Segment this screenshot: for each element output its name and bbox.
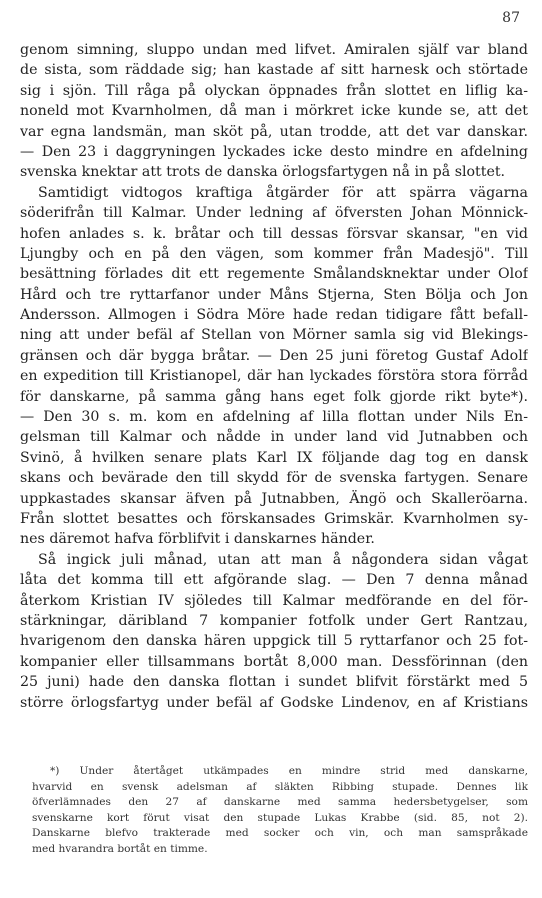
- text-line: Samtidigt vidtogos kraftiga åtgärder för att spärra vägarna: [38, 184, 528, 201]
- text-line: Andersson. Allmogen i Södra Möre hade redan tidigare fått befall-: [20, 307, 528, 324]
- text-line: låta det komma till ett afgörande slag. — Den 7 denna månad: [20, 572, 528, 589]
- text-line: genom simning, sluppo undan med lifvet. Amiralen själf var bland: [20, 42, 528, 58]
- footnote-line: med hvarandra bortåt en timme.: [32, 842, 208, 855]
- footnote-line: *) Under återtåget utkämpades en mindre strid med danskarne,: [50, 765, 528, 777]
- text-line: de sista, som räddade sig; han kastade af sitt harnesk och störtade: [20, 62, 528, 79]
- text-line: ning att under befäl af Stellan von Mörner samla sig vid Blekings-: [20, 327, 528, 344]
- footnote: [32, 764, 528, 858]
- paragraph-1: [20, 40, 528, 183]
- text-line: större örlogsfartyg under befäl af Godske Lindenov, en af Kristians: [20, 694, 528, 711]
- text-line: noneld mot Kvarnholmen, då man i mörkret icke kunde se, att det: [20, 103, 528, 120]
- footnote-line: öfverlämnades den 27 af danskarne med samma hedersbetygelser, som: [32, 796, 528, 809]
- text-line: Svinö, å hvilken senare plats Karl IX följande dag tog en dansk: [20, 449, 528, 466]
- text-line: kompanier eller tillsammans bortåt 8,000 man. Dessförinnan (den: [20, 653, 528, 670]
- text-line: Hård och tre ryttarfanor under Måns Stjerna, Sten Bölja och Jon: [20, 286, 528, 303]
- text-line: en expedition till Kristianopel, där han lyckades förstöra stora förråd: [20, 368, 528, 385]
- footnote-line: hvarvid en svensk adelsman af släkten Ribbing stupade. Dennes lik: [32, 780, 528, 793]
- text-line: nes däremot hafva förblifvit i danskarnes händer.: [20, 531, 375, 548]
- text-line: var egna landsmän, man sköt på, utan trodde, att det var danskar.: [20, 123, 528, 140]
- footnote-line: Danskarne blefvo trakterade med socker och vin, och man samspråkade: [32, 827, 528, 840]
- text-line: 25 juni) hade den danska flottan i sundet blifvit förstärkt med 5: [20, 674, 528, 691]
- text-line: gelsman till Kalmar och nådde in under land vid Jutnabben och: [20, 429, 528, 446]
- text-line: sig i sjön. Till råga på olyckan öppnades från slottet en liflig ka-: [20, 82, 528, 99]
- text-line: söderifrån till Kalmar. Under ledning af öfversten Johan Mönnick-: [20, 205, 528, 222]
- paragraph-3: [20, 550, 528, 713]
- page-number: 87: [502, 10, 520, 26]
- text-line: — Den 30 s. m. kom en afdelning af lilla flottan under Nils En-: [20, 409, 528, 426]
- text-line: skans och bevärade den till skydd för de svenska fartygen. Senare: [20, 470, 528, 487]
- text-line: svenska knektar att trots de danska örlogsfartygen nå in på slottet.: [20, 164, 506, 181]
- text-line: hvarigenom den danska hären uppgick till 5 ryttarfanor och 25 fot-: [20, 633, 528, 650]
- text-line: återkom Kristian IV sjöledes till Kalmar medförande en del för-: [20, 592, 528, 609]
- body-text: [20, 40, 528, 713]
- text-line: stärkningar, däribland 7 kompanier fotfolk under Gert Rantzau,: [20, 612, 528, 629]
- text-line: Så ingick juli månad, utan att man å någondera sidan vågat: [38, 551, 528, 568]
- text-line: hofen anlades s. k. bråtar och till dessas försvar skansar, "en vid: [20, 225, 528, 242]
- text-line: gränsen och där bygga bråtar. — Den 25 juni företog Gustaf Adolf: [20, 347, 528, 364]
- text-line: besättning förlades dit ett regemente Smålandsknektar under Olof: [20, 266, 528, 283]
- text-line: uppkastades skansar äfven på Jutnabben, Ängö och Skalleröarna.: [20, 490, 528, 507]
- text-line: Ljungby och en på den vägen, som kommer från Madesjö". Till: [20, 245, 528, 262]
- footnote-line: svenskarne kort förut visat den stupade Lukas Krabbe (sid. 85, not 2).: [32, 811, 528, 824]
- text-line: — Den 23 i daggryningen lyckades icke desto mindre en afdelning: [20, 143, 528, 160]
- text-line: för danskarne, på samma gång hans eget folk gjorde rikt byte*).: [20, 388, 528, 405]
- paragraph-2: [20, 183, 528, 550]
- text-line: Från slottet besattes och förskansades Grimskär. Kvarnholmen sy-: [20, 510, 528, 527]
